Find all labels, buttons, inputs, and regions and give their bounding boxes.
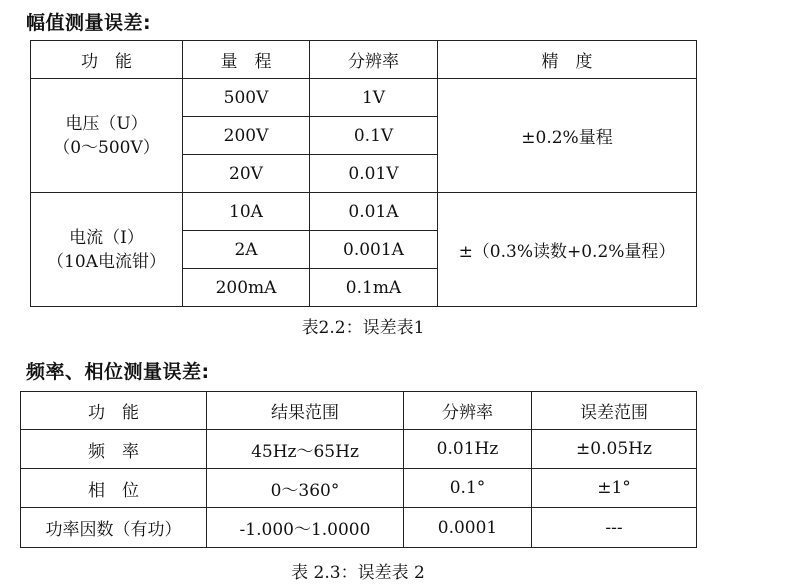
function-cell: 频 率 (21, 430, 207, 469)
table-row (31, 79, 697, 117)
range-cell: 2A (183, 231, 310, 269)
function-cell: 相 位 (21, 469, 207, 508)
amplitude-error-table (30, 40, 697, 307)
table-row (21, 469, 697, 508)
header-result-range: 结果范围 (207, 392, 404, 430)
header-error-range: 误差范围 (532, 392, 697, 430)
resolution-cell: 0.001A (310, 231, 438, 269)
resolution-cell: 0.1° (404, 469, 532, 508)
header-range: 量 程 (183, 41, 310, 79)
resolution-cell: 0.01V (310, 155, 438, 193)
header-accuracy: 精 度 (438, 41, 697, 79)
range-cell: 500V (183, 79, 310, 117)
header-function: 功 能 (21, 392, 207, 430)
resolution-cell: 1V (310, 79, 438, 117)
function-line: （10A电流钳） (47, 251, 166, 272)
frequency-phase-error-table (20, 391, 697, 548)
accuracy-cell-current: ±（0.3%读数+0.2%量程） (438, 193, 697, 307)
result-range-cell: -1.000～1.0000 (207, 508, 404, 548)
table-row (21, 430, 697, 469)
range-cell: 200V (183, 117, 310, 155)
range-cell: 200mA (183, 269, 310, 307)
section2-heading: 频率、相位测量误差: (26, 361, 210, 383)
range-cell: 20V (183, 155, 310, 193)
function-cell-voltage (31, 79, 183, 193)
table-caption-2: 表 2.3：误差表 2 (291, 563, 425, 583)
table-caption-1: 表2.2：误差表1 (301, 318, 425, 338)
function-line: （0～500V） (53, 137, 160, 158)
accuracy-cell-voltage: ±0.2%量程 (438, 79, 697, 193)
resolution-cell: 0.1V (310, 117, 438, 155)
resolution-cell: 0.1mA (310, 269, 438, 307)
function-cell: 功率因数（有功） (21, 508, 207, 548)
error-range-cell: ±0.05Hz (532, 430, 697, 469)
resolution-cell: 0.01Hz (404, 430, 532, 469)
range-cell: 10A (183, 193, 310, 231)
resolution-cell: 0.01A (310, 193, 438, 231)
function-cell-current (31, 193, 183, 307)
header-function: 功 能 (31, 41, 183, 79)
table-row (21, 508, 697, 548)
table-header-row (31, 41, 697, 79)
error-range-cell: --- (532, 508, 697, 548)
function-line: 电流（I） (69, 227, 144, 248)
section1-heading: 幅值测量误差: (26, 12, 152, 34)
function-line: 电压（U） (65, 113, 148, 134)
table-header-row (21, 392, 697, 430)
table-row (31, 193, 697, 231)
result-range-cell: 45Hz～65Hz (207, 430, 404, 469)
result-range-cell: 0～360° (207, 469, 404, 508)
resolution-cell: 0.0001 (404, 508, 532, 548)
error-range-cell: ±1° (532, 469, 697, 508)
header-resolution: 分辨率 (404, 392, 532, 430)
header-resolution: 分辨率 (310, 41, 438, 79)
